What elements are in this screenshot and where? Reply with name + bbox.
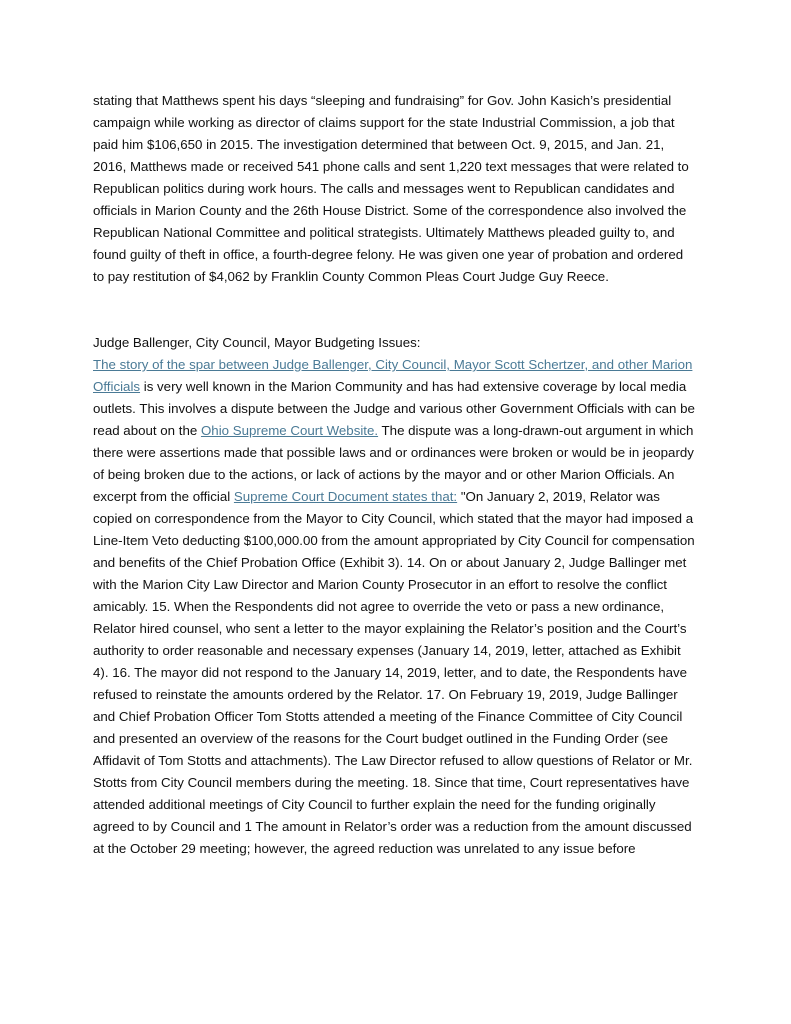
paragraph-text-1: is very well known in the Marion Community and has had extensive coverage by local media outlets. This involves a dispute between the Judge and various other Government Officials with can be read about on the bbox=[93, 379, 695, 438]
paragraph-text-3: "On January 2, 2019, Relator was copied on correspondence from the Mayor to City Council, which stated that the mayor had imposed a Line-Item Veto deducting $100,000.00 from the amount appropriated by City Council for compensation and benefits of the Chief Probation Office (Exhibit 3). 14. On or about January 2, Judge Ballinger met with the Marion City Law Director and Marion County Prosecutor in an effort to resolve the conflict amicably. 15. When the Respondents did not agree to override the veto or pass a new ordinance, Relator hired counsel, who sent a letter to the mayor explaining the Relator’s position and the Court’s authority to order reasonable and necessary expenses (January 14, 2019, letter, attached as Exhibit 4). 16. The mayor did not respond to the January 14, 2019, letter, and to date, the Respondents have refused to reinstate the amounts ordered by the Relator. 17. On February 19, 2019, Judge Ballinger and Chief Probation Officer Tom Stotts attended a meeting of the Finance Committee of City Council and presented an overview of the reasons for the Court budget outlined in the Funding Order (see Affidavit of Tom Stotts and attachments). The Law Director refused to allow questions of Relator or Mr. Stotts from City Council members during the meeting. 18. Since that time, Court representatives have attended additional meetings of City Council to further explain the need for the funding originally agreed to by Council and 1 The amount in Relator’s order was a reduction from the amount discussed at the October 29 meeting; however, the agreed reduction was unrelated to any issue before bbox=[93, 489, 695, 856]
section-spacer bbox=[93, 288, 695, 332]
ohio-supreme-court-link[interactable]: Ohio Supreme Court Website. bbox=[200, 423, 379, 438]
paragraph-ballenger bbox=[93, 354, 695, 860]
supreme-court-document-link[interactable]: Supreme Court Document states that: bbox=[233, 489, 458, 504]
section-heading: Judge Ballenger, City Council, Mayor Budgeting Issues: bbox=[93, 335, 421, 350]
paragraph-text-2: The dispute was a long-drawn-out argument in which there were assertions made that possible laws and or ordinances were broken or would be in jeopardy of being broken due to the actions, or lack of actions by the mayor and or other Marion Officials. An excerpt from the official bbox=[93, 423, 694, 504]
document-page bbox=[93, 90, 695, 860]
story-link[interactable]: The story of the spar between Judge Ballenger, City Council, Mayor Scott Schertzer, and other Marion Officials bbox=[93, 357, 693, 394]
paragraph-matthews: stating that Matthews spent his days “sleeping and fundraising” for Gov. John Kasich’s presidential campaign while working as director of claims support for the state Industrial Commission, a job that paid him $106,650 in 2015. The investigation determined that between Oct. 9, 2015, and Jan. 21, 2016, Matthews made or received 541 phone calls and sent 1,220 text messages that were related to Republican politics during work hours. The calls and messages went to Republican candidates and officials in Marion County and the 26th House District. Some of the correspondence also involved the Republican National Committee and political strategists. Ultimately Matthews pleaded guilty to, and found guilty of theft in office, a fourth-degree felony. He was given one year of probation and ordered to pay restitution of $4,062 by Franklin County Common Pleas Court Judge Guy Reece. bbox=[93, 93, 689, 284]
